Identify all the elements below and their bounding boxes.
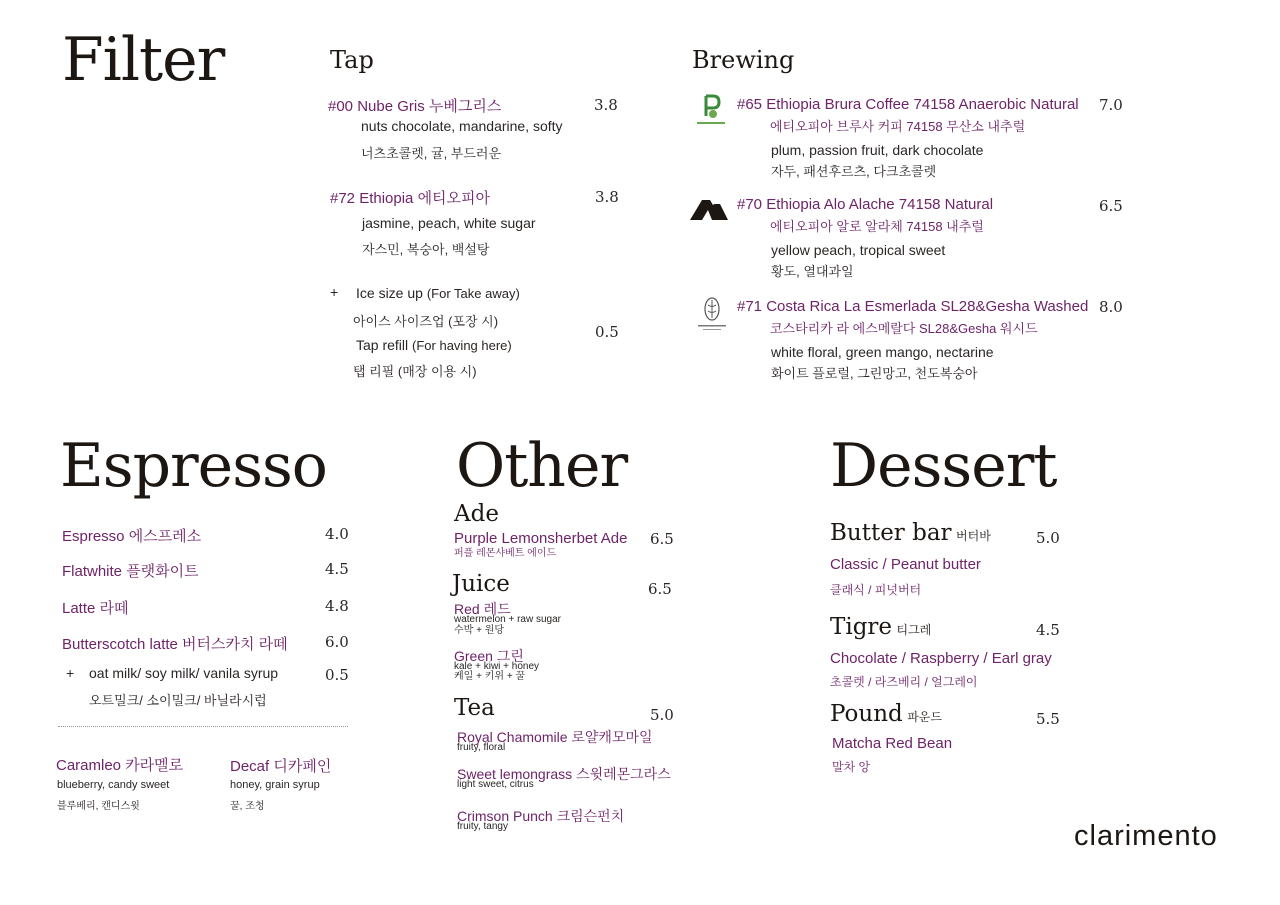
- special-item-name: Caramleo 카라멜로: [56, 757, 184, 774]
- dessert-item-desc: Classic / Peanut butter: [830, 556, 981, 573]
- addon-ice-label: Ice size up: [356, 285, 423, 301]
- brewing-item-name-kr: 코스타리카 라 에스메랄다 SL28&Gesha 워시드: [770, 321, 1038, 336]
- dessert-item-kr: 티그레: [896, 623, 932, 637]
- brewing-item-name: #65 Ethiopia Brura Coffee 74158 Anaerobic Natural: [737, 96, 1079, 113]
- tea-item-name: Sweet lemongrass 스윗레몬그라스: [457, 766, 671, 782]
- espresso-item-name: Latte 라떼: [62, 600, 129, 617]
- special-item-notes-en: honey, grain syrup: [230, 779, 320, 791]
- brewing-item-notes-kr: 황도, 열대과일: [771, 264, 854, 279]
- tap-item-notes-kr: 자스민, 복숭아, 백설탕: [362, 242, 490, 257]
- tap-item-notes-en: nuts chocolate, mandarine, softy: [361, 118, 563, 134]
- brewing-item-name-kr: 에티오피아 알로 알라체 74158 내추럴: [770, 219, 984, 234]
- tap-item-name: #00 Nube Gris 누베그리스: [328, 98, 502, 115]
- brewing-item-name-kr: 에티오피아 브루사 커피 74158 무산소 내추럴: [770, 119, 1026, 134]
- tea-price: 5.0: [650, 706, 674, 724]
- brewing-item-notes-en: yellow peach, tropical sweet: [771, 242, 946, 258]
- brewing-item-name: #71 Costa Rica La Esmerlada SL28&Gesha Washed: [737, 298, 1089, 315]
- espresso-item-name: Espresso 에스프레소: [62, 528, 202, 545]
- tap-item-name: #72 Ethiopia 에티오피아: [330, 190, 491, 207]
- addon-refill-kr: 탭 리필 (매장 이용 시): [353, 364, 477, 379]
- brewing-item-notes-kr: 자두, 패션후르츠, 다크초콜렛: [771, 164, 937, 179]
- tea-item-notes: fruity, tangy: [457, 821, 508, 832]
- brura-coffee-logo-icon: [694, 92, 728, 128]
- tap-title: Tap: [330, 46, 374, 74]
- espresso-title: Espresso: [60, 431, 327, 501]
- juice-item-notes-kr: 케일 + 키위 + 꿀: [454, 671, 526, 682]
- special-item-name: Decaf 디카페인: [230, 758, 332, 775]
- addon-ice-note: (For Take away): [426, 286, 520, 301]
- dessert-item: [830, 522, 991, 545]
- dessert-item: [830, 703, 942, 726]
- dessert-item-price: 5.5: [1036, 710, 1060, 728]
- tap-item-notes-kr: 너츠초콜렛, 귤, 부드러운: [361, 146, 502, 161]
- ade-item-name: Purple Lemonsherbet Ade: [454, 530, 628, 547]
- tea-item-notes: fruity, floral: [457, 742, 506, 753]
- juice-item-name: Green 그린: [454, 648, 524, 664]
- alo-coffee-logo-icon: [690, 198, 728, 222]
- dessert-item-title: Butter bar: [830, 520, 952, 546]
- dessert-item: [830, 616, 931, 639]
- juice-price: 6.5: [648, 580, 672, 598]
- juice-title: Juice: [452, 571, 510, 597]
- ade-item-kr: 퍼플 레몬샤베트 에이드: [454, 548, 557, 559]
- other-title: Other: [456, 431, 628, 501]
- brewing-item-name: #70 Ethiopia Alo Alache 74158 Natural: [737, 196, 994, 213]
- espresso-option-price: 0.5: [325, 666, 349, 684]
- tea-item-name: Crimson Punch 크림슨펀치: [457, 808, 625, 824]
- dessert-item-price: 4.5: [1036, 621, 1060, 639]
- espresso-option-kr: 오트밀크/ 소이밀크/ 바닐라시럽: [89, 693, 267, 708]
- addon-plus: +: [330, 284, 339, 300]
- dessert-item-desc-kr: 클래식 / 피넛버터: [830, 583, 922, 597]
- espresso-item-price: 4.5: [325, 560, 349, 578]
- juice-item-notes-en: kale + kiwi + honey: [454, 661, 540, 672]
- special-item-notes-en: blueberry, candy sweet: [57, 779, 170, 791]
- tea-item-name: Royal Chamomile 로얄캐모마일: [457, 729, 653, 745]
- dessert-item-desc-kr: 초콜렛 / 라즈베리 / 얼그레이: [830, 675, 978, 689]
- espresso-option-en: oat milk/ soy milk/ vanila syrup: [89, 665, 279, 681]
- brewing-title: Brewing: [692, 46, 795, 74]
- dessert-item-kr: 버터바: [956, 529, 991, 543]
- dessert-item-title: Pound: [830, 701, 903, 727]
- addon-price: 0.5: [595, 323, 619, 341]
- juice-item-name: Red 레드: [454, 601, 511, 617]
- addon-refill-note: (For having here): [412, 338, 512, 353]
- espresso-item-price: 4.0: [325, 525, 349, 543]
- dessert-item-title: Tigre: [830, 614, 893, 640]
- filter-title: Filter: [62, 25, 225, 95]
- tea-title: Tea: [454, 695, 495, 721]
- special-item-notes-kr: 블루베리, 캔디스윗: [57, 801, 140, 812]
- addon-refill-label: Tap refill: [356, 337, 409, 353]
- brewing-item-price: 8.0: [1099, 298, 1123, 316]
- espresso-item-name: Butterscotch latte 버터스카치 라떼: [62, 636, 288, 653]
- juice-item-notes-kr: 수박 + 원당: [454, 625, 505, 636]
- brand-logo: clarimento: [1074, 820, 1218, 852]
- tap-item-price: 3.8: [595, 188, 619, 206]
- ade-item-price: 6.5: [650, 530, 674, 548]
- espresso-divider: [58, 726, 348, 727]
- espresso-item-price: 4.8: [325, 597, 349, 615]
- esmeralda-farm-logo-icon: [694, 295, 730, 333]
- addon-tap-refill: [356, 337, 512, 353]
- espresso-option-plus: +: [66, 665, 75, 681]
- brewing-item-notes-en: white floral, green mango, nectarine: [771, 344, 994, 360]
- espresso-item-name: Flatwhite 플랫화이트: [62, 563, 199, 580]
- tea-item-notes: light sweet, citrus: [457, 779, 534, 790]
- tap-item-price: 3.8: [594, 96, 618, 114]
- addon-ice-kr: 아이스 사이즈업 (포장 시): [353, 314, 499, 329]
- dessert-title: Dessert: [830, 431, 1057, 501]
- tap-item-notes-en: jasmine, peach, white sugar: [362, 215, 536, 231]
- espresso-item-price: 6.0: [325, 633, 349, 651]
- dessert-item-price: 5.0: [1036, 529, 1060, 547]
- brewing-item-notes-kr: 화이트 플로럴, 그린망고, 천도복숭아: [771, 366, 978, 381]
- addon-ice-size-up: [356, 285, 520, 301]
- dessert-item-kr: 파운드: [907, 710, 942, 724]
- special-item-notes-kr: 꿀, 조청: [230, 801, 265, 812]
- dessert-item-desc-kr: 말차 앙: [832, 760, 871, 774]
- brewing-item-price: 6.5: [1099, 197, 1123, 215]
- brewing-item-price: 7.0: [1099, 96, 1123, 114]
- ade-title: Ade: [454, 501, 499, 527]
- brewing-item-notes-en: plum, passion fruit, dark chocolate: [771, 142, 984, 158]
- juice-item-notes-en: watermelon + raw sugar: [454, 614, 561, 625]
- dessert-item-desc: Matcha Red Bean: [832, 735, 953, 752]
- dessert-item-desc: Chocolate / Raspberry / Earl gray: [830, 650, 1052, 667]
